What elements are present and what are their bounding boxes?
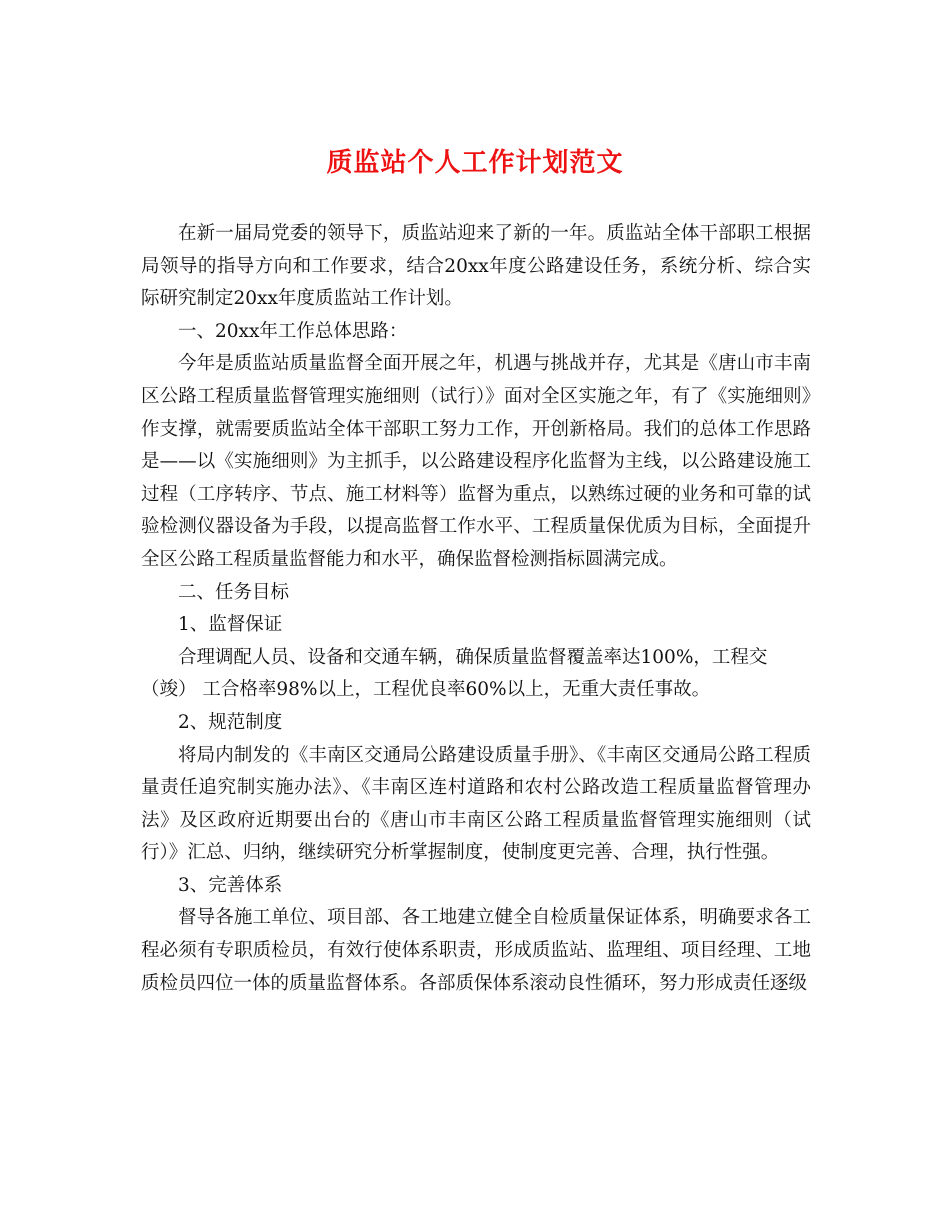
section-heading-2: 二、任务目标 [178, 581, 290, 603]
body-paragraph: 将局内制发的《丰南区交通局公路建设质量手册》、《丰南区交通局公路工程质量责任追究制实施办法》、《丰南区连村道路和农村公路改造工程质量监督管理办法》及区政府近期要出台的《唐山市丰南区公路工程质量监督管理实施细则（试行）》汇总、归纳，继续研究分析掌握制度，使制度更完善、合理，执行性强。 [141, 744, 811, 864]
subheading-2: 2、规范制度 [178, 711, 283, 733]
section-heading-1: 一、20xx年工作总体思路： [178, 320, 408, 342]
document-body [141, 218, 811, 1000]
intro-paragraph: 在新一届局党委的领导下，质监站迎来了新的一年。质监站全体干部职工根据局领导的指导方向和工作要求，结合20xx年度公路建设任务，系统分析、综合实际研究制定20xx年度质监站工作计划。 [141, 223, 811, 310]
body-paragraph-continuation: （竣） 工合格率98%以上，工程优良率60%以上，无重大责任事故。 [141, 679, 711, 701]
body-paragraph: 合理调配人员、设备和交通车辆，确保质量监督覆盖率达100%，工程交 [178, 646, 768, 668]
subheading-1: 1、监督保证 [178, 614, 283, 636]
body-paragraph: 今年是质监站质量监督全面开展之年，机遇与挑战并存，尤其是《唐山市丰南区公路工程质量监督管理实施细则（试行）》面对全区实施之年，有了《实施细则》作支撑，就需要质监站全体干部职工努力工作，开创新格局。我们的总体工作思路是——以《实施细则》为主抓手，以公路建设程序化监督为主线，以公路建设施工过程（工序转序、节点、施工材料等）监督为重点，以熟练过硬的业务和可靠的试验检测仪器设备为手段，以提高监督工作水平、工程质量保优质为目标，全面提升全区公路工程质量监督能力和水平，确保监督检测指标圆满完成。 [141, 353, 811, 570]
document-title: 质监站个人工作计划范文 [326, 148, 624, 178]
subheading-3: 3、完善体系 [178, 874, 283, 896]
body-paragraph: 督导各施工单位、项目部、各工地建立健全自检质量保证体系，明确要求各工程必须有专职质检员，有效行使体系职责，形成质监站、监理组、项目经理、工地质检员四位一体的质量监督体系。各部质保体系滚动良性循环，努力形成责任逐级 [141, 907, 811, 994]
